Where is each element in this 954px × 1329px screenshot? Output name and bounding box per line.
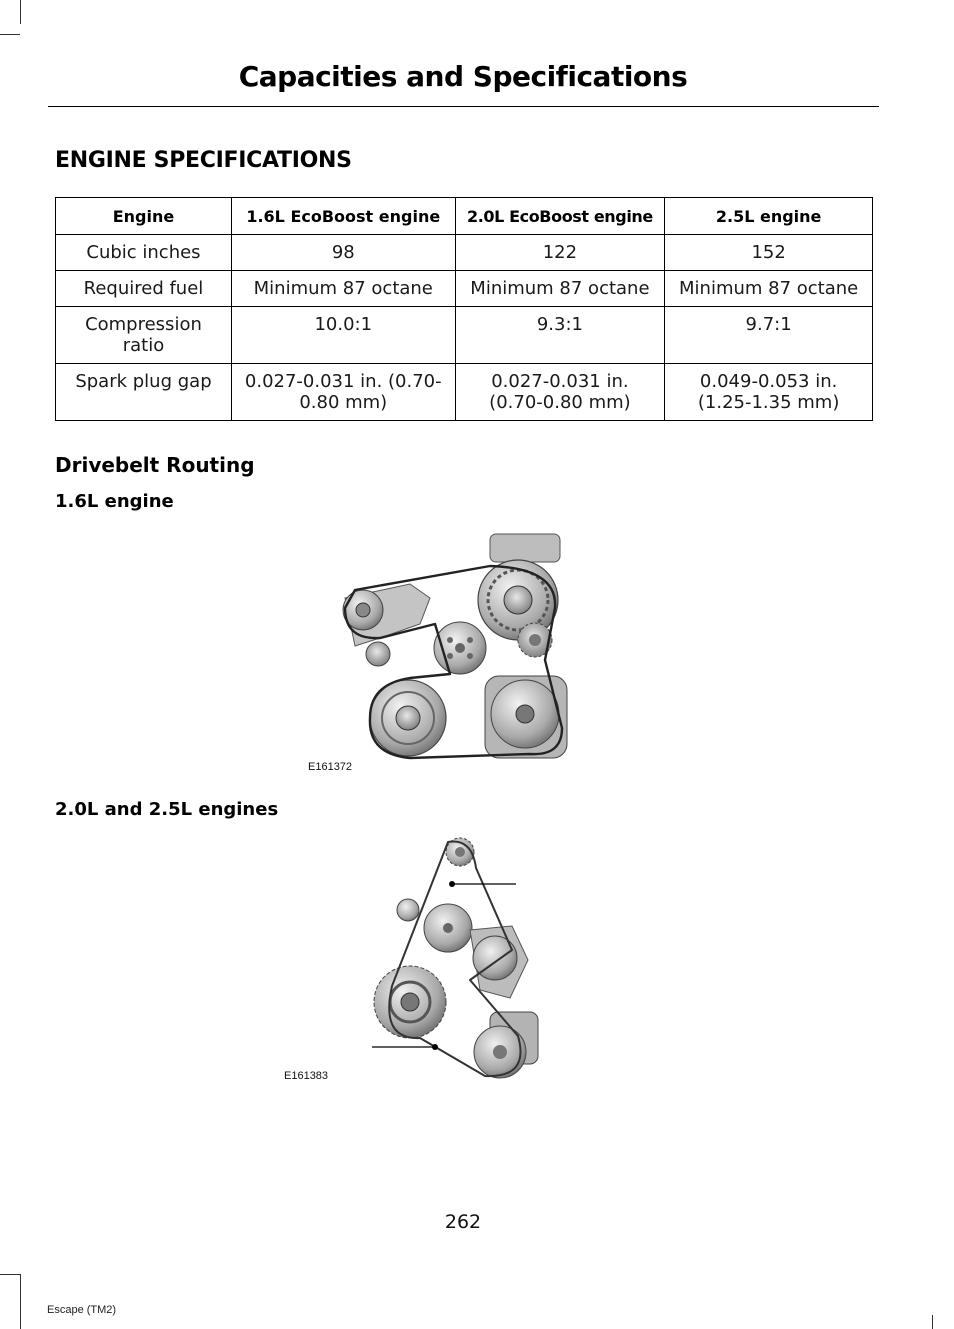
page-title: Capacities and Specifications [238, 60, 688, 93]
crop-mark [20, 0, 21, 24]
table-cell: Required fuel [56, 271, 232, 307]
table-cell: Minimum 87 octane [231, 271, 455, 307]
column-header: Engine [56, 198, 232, 235]
table-header-row [56, 198, 873, 235]
crop-mark [0, 1274, 20, 1275]
engine-2025-heading: 2.0L and 2.5L engines [55, 799, 279, 820]
table-cell: 152 [665, 235, 873, 271]
table-row [56, 235, 873, 271]
crop-mark [932, 1315, 933, 1329]
figure-code: E161372 [308, 761, 353, 773]
table-cell: 9.3:1 [455, 307, 665, 364]
section-heading: ENGINE SPECIFICATIONS [55, 148, 352, 173]
table-cell: 9.7:1 [665, 307, 873, 364]
page-number: 262 [444, 1211, 482, 1233]
column-header: 2.0L EcoBoost engine [455, 198, 665, 235]
table-cell: 98 [231, 235, 455, 271]
table-cell: Minimum 87 octane [665, 271, 873, 307]
table-row [56, 364, 873, 421]
column-header: 2.5L engine [665, 198, 873, 235]
table-cell: 0.027-0.031 in. (0.70-0.80 mm) [455, 364, 665, 421]
engine-16-heading: 1.6L engine [55, 491, 174, 512]
table-cell: Spark plug gap [56, 364, 232, 421]
footer-model: Escape (TM2) [47, 1304, 117, 1316]
table-cell: Cubic inches [56, 235, 232, 271]
table-row [56, 307, 873, 364]
figure-code: E161383 [284, 1070, 329, 1082]
drivebelt-diagram-20l-25l [280, 830, 560, 1085]
table-row [56, 271, 873, 307]
table-cell: 10.0:1 [231, 307, 455, 364]
table-cell: 0.027-0.031 in. (0.70-0.80 mm) [231, 364, 455, 421]
crop-mark [20, 1274, 21, 1329]
drivebelt-diagram-16l [300, 528, 590, 774]
table-cell: 0.049-0.053 in. (1.25-1.35 mm) [665, 364, 873, 421]
table-cell: Compression ratio [56, 307, 232, 364]
crop-mark [0, 34, 20, 35]
engine-specs-table [55, 197, 873, 421]
table-cell: Minimum 87 octane [455, 271, 665, 307]
table-cell: 122 [455, 235, 665, 271]
column-header: 1.6L EcoBoost engine [231, 198, 455, 235]
title-divider [48, 106, 879, 107]
drivebelt-routing-heading: Drivebelt Routing [55, 453, 255, 477]
